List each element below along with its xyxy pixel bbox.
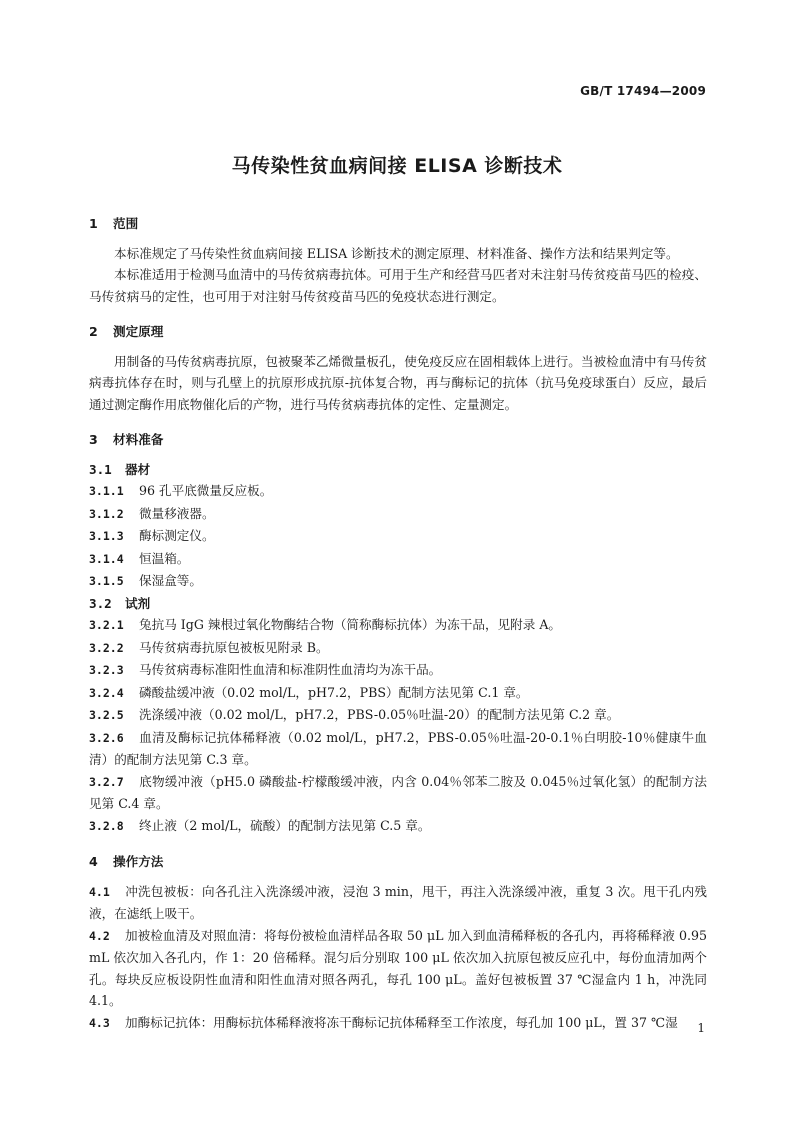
list-item	[89, 570, 707, 593]
section-title: 测定原理	[113, 324, 164, 339]
item-number: 3.1.3	[89, 529, 124, 543]
list-item	[89, 1012, 707, 1035]
item-text: 加酶标记抗体：用酶标抗体稀释液将冻干酶标记抗体稀释至工作浓度，每孔加 100 μL，置 37 ℃湿	[125, 1014, 678, 1030]
item-text: 底物缓冲液（pH5.0 磷酸盐-柠檬酸缓冲液，内含 0.04％邻苯二胺及 0.045％过氧化氢）的配制方法见第 C.4 章。	[89, 773, 707, 811]
list-item	[89, 815, 707, 838]
item-text: 恒温箱。	[139, 550, 190, 566]
subsection-title: 试剂	[125, 595, 151, 611]
document-title: 马传染性贫血病间接 ELISA 诊断技术	[231, 155, 563, 177]
item-number: 3.2.4	[89, 685, 124, 700]
section-heading	[89, 851, 707, 873]
page-number: 1	[697, 1021, 705, 1035]
list-item	[89, 637, 707, 660]
list-item	[89, 881, 707, 925]
item-text: 加被检血清及对照血清：将每份被检血清样品各取 50 μL 加入到血清稀释板的各孔内，再将稀释液 0.95 mL 依次加入各孔内，作 1：20 倍稀释。混匀后分别取 100 μL 依次加入抗原包被反应孔中，每份血清加两个孔。每块反应板设阴性血清和阳性血清对照各两孔，每孔 100 μL。盖好包被板置 37 ℃湿盒内 1 h，冲洗同 4.1。	[89, 927, 707, 1008]
item-text: 保湿盒等。	[139, 573, 202, 588]
paragraph: 本标准规定了马传染性贫血病间接 ELISA 诊断技术的测定原理、材料准备、操作方法和结果判定等。	[114, 245, 679, 261]
item-text: 终止液（2 mol/L，硫酸）的配制方法见第 C.5 章。	[139, 817, 431, 833]
list-item	[89, 480, 707, 503]
section-number: 2	[89, 324, 98, 339]
subsection-number: 3.2	[89, 595, 112, 611]
subsection-heading	[89, 593, 707, 615]
item-number: 3.1.4	[89, 551, 124, 566]
item-number: 3.1.5	[89, 574, 124, 588]
list-item	[89, 614, 707, 637]
list-item	[89, 525, 707, 548]
item-text: 马传贫病毒抗原包被板见附录 B。	[139, 639, 329, 655]
list-item	[89, 704, 707, 727]
item-text: 马传贫病毒标准阳性血清和标准阴性血清均为冻干品。	[139, 662, 442, 677]
item-number: 3.1.2	[89, 506, 124, 521]
subsection-title: 器材	[125, 461, 151, 477]
list-item	[89, 659, 707, 682]
section-heading	[89, 429, 707, 451]
item-number: 4.2	[89, 928, 110, 943]
list-item	[89, 925, 707, 1012]
item-text: 微量移液器。	[139, 505, 215, 521]
item-number: 3.2.8	[89, 818, 124, 833]
item-number: 4.3	[89, 1015, 110, 1030]
paragraph: 用制备的马传贫病毒抗原，包被聚苯乙烯微量板孔，使免疫反应在固相载体上进行。当被检血清中有马传贫病毒抗体存在时，则与孔壁上的抗原形成抗原-抗体复合物，再与酶标记的抗体（抗马免疫球蛋白）反应，最后通过测定酶作用底物催化后的产物，进行马传贫病毒抗体的定性、定量测定。	[89, 353, 707, 412]
subsection-heading	[89, 459, 707, 481]
list-item	[89, 503, 707, 526]
list-item	[89, 548, 707, 571]
item-text: 冲洗包被板：向各孔注入洗涤缓冲液，浸泡 3 min，甩干，再注入洗涤缓冲液，重复 3 次。甩干孔内残液，在滤纸上吸干。	[89, 883, 707, 921]
item-number: 3.1.1	[89, 484, 124, 498]
list-item	[89, 682, 707, 705]
document-body	[89, 213, 707, 1034]
section-heading	[89, 213, 707, 235]
subsection-number: 3.1	[89, 461, 112, 477]
item-number: 3.2.5	[89, 708, 124, 722]
section-title: 范围	[113, 216, 139, 231]
item-number: 3.2.3	[89, 663, 124, 677]
item-number: 3.2.6	[89, 730, 124, 745]
item-text: 磷酸盐缓冲液（0.02 mol/L，pH7.2，PBS）配制方法见第 C.1 章。	[139, 684, 529, 700]
section-number: 1	[89, 216, 98, 231]
item-number: 3.2.2	[89, 640, 124, 655]
item-text: 血清及酶标记抗体稀释液（0.02 mol/L，pH7.2，PBS-0.05％吐温-20-0.1％白明胶-10％健康牛血清）的配制方法见第 C.3 章。	[89, 729, 707, 767]
section-number: 4	[89, 854, 98, 869]
item-text: 96 孔平底微量反应板。	[139, 483, 273, 498]
section-title: 操作方法	[113, 854, 164, 869]
section-heading	[89, 321, 707, 343]
item-text: 兔抗马 IgG 辣根过氧化物酶结合物（简称酶标抗体）为冻干品，见附录 A。	[139, 617, 562, 632]
paragraph: 本标准适用于检测马血清中的马传贫病毒抗体。可用于生产和经营马匹者对未注射马传贫疫苗马匹的检疫、马传贫病马的定性，也可用于对注射马传贫疫苗马匹的免疫状态进行测定。	[89, 267, 707, 304]
item-text: 洗涤缓冲液（0.02 mol/L，pH7.2，PBS-0.05％吐温-20）的配制方法见第 C.2 章。	[139, 707, 620, 722]
list-item	[89, 771, 707, 815]
item-text: 酶标测定仪。	[139, 528, 215, 543]
section-title: 材料准备	[113, 432, 164, 447]
item-number: 3.2.1	[89, 618, 124, 632]
section-number: 3	[89, 432, 98, 447]
item-number: 3.2.7	[89, 774, 124, 789]
standard-code: GB/T 17494—2009	[580, 84, 706, 98]
item-number: 4.1	[89, 884, 110, 899]
list-item	[89, 727, 707, 771]
